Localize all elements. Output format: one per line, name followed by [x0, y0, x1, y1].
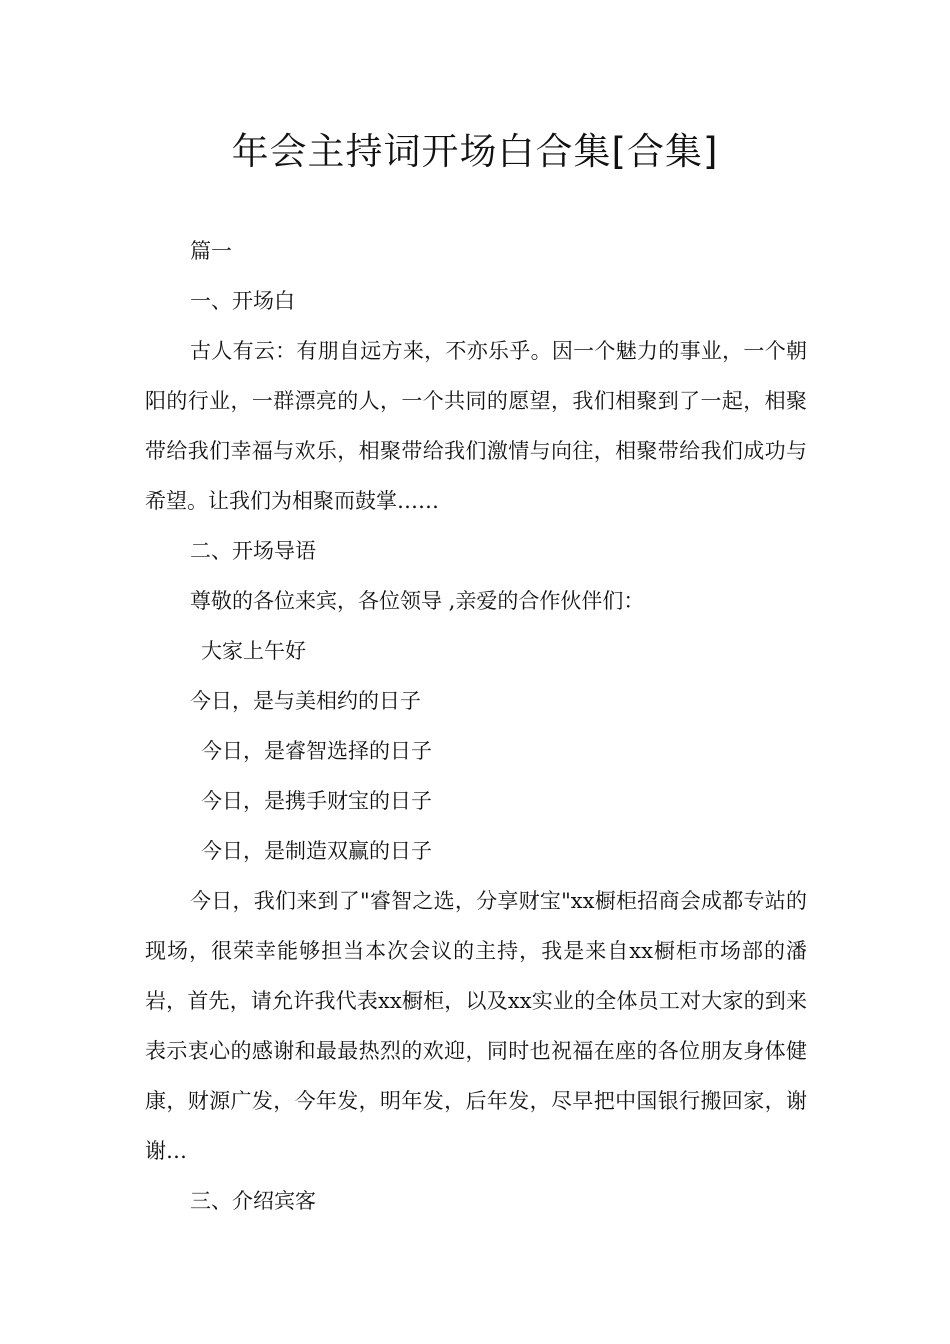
document-body [145, 226, 807, 1226]
paragraph-today-2: 今日，是睿智选择的日子 [201, 739, 432, 763]
paragraph-today-3: 今日，是携手财宝的日子 [201, 789, 432, 813]
document-title: 年会主持词开场白合集[合集] [231, 130, 719, 173]
paragraph-today-1: 今日，是与美相约的日子 [190, 689, 421, 713]
section-heading-part-one: 篇一 [190, 239, 232, 263]
paragraph-greeting: 尊敬的各位来宾，各位领导 ,亲爱的合作伙伴们： [190, 589, 645, 613]
section-heading-opening-intro: 二、开场导语 [190, 539, 316, 563]
paragraph-good-morning: 大家上午好 [201, 639, 306, 663]
paragraph-host-intro: 今日，我们来到了"睿智之选，分享财宝"xx橱柜招商会成都专站的现场，很荣幸能够担当本次会议的主持，我是来自xx橱柜市场部的潘岩，首先，请允许我代表xx橱柜，以及xx实业的全体员工对大家的到来表示衷心的感谢和最最热烈的欢迎，同时也祝福在座的各位朋友身体健康，财源广发，今年发，明年发，后年发，尽早把中国银行搬回家，谢谢… [145, 889, 807, 1163]
section-heading-introduce-guests: 三、介绍宾客 [190, 1189, 316, 1213]
section-heading-opening: 一、开场白 [190, 289, 295, 313]
paragraph-today-4: 今日，是制造双赢的日子 [201, 839, 432, 863]
paragraph-opening-text: 古人有云：有朋自远方来，不亦乐乎。因一个魅力的事业，一个朝阳的行业，一群漂亮的人，一个共同的愿望，我们相聚到了一起，相聚带给我们幸福与欢乐，相聚带给我们激情与向往，相聚带给我们成功与希望。让我们为相聚而鼓掌…… [145, 339, 807, 513]
